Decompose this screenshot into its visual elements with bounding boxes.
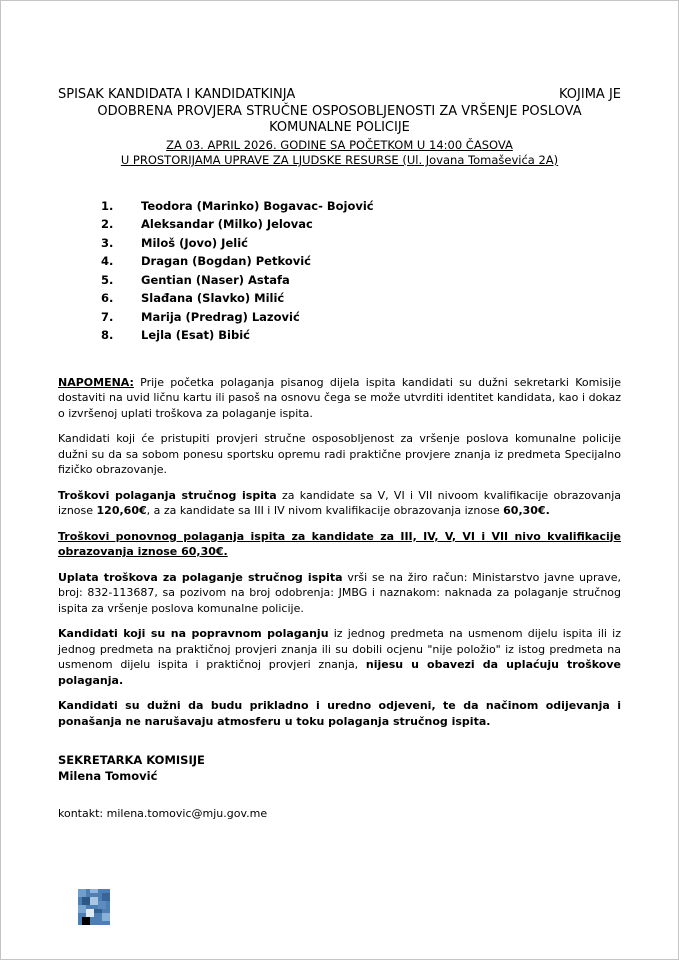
emblem-logo-icon — [77, 889, 111, 925]
title-line-1-left: SPISAK KANDIDATA I KANDIDATKINJA — [58, 87, 296, 102]
candidate-name: Marija (Predrag) Lazović — [141, 309, 300, 324]
contact-line: kontakt: milena.tomovic@mju.gov.me — [58, 807, 268, 820]
candidate-name: Dragan (Bogdan) Petković — [141, 254, 311, 268]
costs-intro: Troškovi polaganja stručnog ispita — [58, 488, 277, 502]
candidate-number: 4. — [101, 254, 114, 268]
emblem-logo-pixels — [77, 889, 111, 925]
candidate-name: Lejla (Esat) Bibić — [141, 328, 250, 342]
schedule-location-line: U PROSTORIJAMA UPRAVE ZA LJUDSKE RESURSE (Ul. Jovana Tomaševića 2A) — [120, 153, 559, 167]
document-title — [58, 87, 621, 137]
candidate-number: 8. — [101, 328, 114, 342]
paragraph-napomena — [58, 375, 621, 422]
candidate-number: 2. — [101, 217, 114, 231]
retake-intro: Kandidati koji su na popravnom polaganju — [58, 627, 329, 640]
candidate-number: 1. — [101, 198, 114, 213]
costs-amount-2: 60,30€. — [503, 504, 550, 517]
title-line-2: ODOBRENA PROVJERA STRUČNE OSPOSOBLJENOSTI ZA VRŠENJE POSLOVA — [97, 103, 582, 119]
paragraph-payment-info — [58, 570, 621, 617]
paragraph-exam-costs — [58, 488, 621, 519]
signature-name: Milena Tomović — [58, 768, 158, 783]
napomena-text: Prije početka polaganja pisanog dijela ispita kandidati su dužni sekretarki Komisije dostaviti na uvid ličnu kartu ili pasoš na osnovu čega se može utvrditi identitet kandidata, kao i dokaz o izvršenoj uplati troškova za polaganje ispita. — [58, 375, 621, 420]
candidate-number: 6. — [101, 291, 114, 305]
payment-intro: Uplata troškova za polaganje stručnog ispita — [58, 570, 343, 584]
candidate-number: 7. — [101, 309, 114, 324]
costs-text-1: za kandidate sa V, VI i VII nivoom kvalifikacije obrazovanja iznose — [58, 488, 622, 517]
candidate-row — [101, 252, 621, 271]
candidate-row — [101, 234, 621, 253]
document-body — [58, 375, 621, 730]
candidate-row — [101, 308, 621, 327]
candidate-row — [101, 326, 621, 345]
candidate-row — [101, 271, 621, 290]
candidate-row — [101, 197, 621, 216]
napomena-label: NAPOMENA: — [58, 375, 134, 389]
paragraph-repeat-costs: Troškovi ponovnog polaganja ispita za kandidate za III, IV, V, VI i VII nivo kvalifikacije obrazovanja iznose 60,30€. — [58, 529, 621, 558]
candidate-number: 3. — [101, 235, 114, 250]
signature-role: SEKRETARKA KOMISIJE — [58, 753, 205, 767]
candidate-name: Miloš (Jovo) Jelić — [141, 235, 248, 250]
candidate-name: Teodora (Marinko) Bogavac- Bojović — [141, 198, 374, 213]
exam-schedule — [58, 138, 621, 169]
paragraph-dress-code: Kandidati su dužni da budu prikladno i uredno odjeveni, te da načinom odijevanja i ponašanja ne narušavaju atmosferu u toku polaganja stručnog ispita. — [58, 699, 621, 728]
title-line-1 — [58, 87, 621, 104]
candidate-number: 5. — [101, 272, 114, 287]
title-line-3: KOMUNALNE POLICIJE — [269, 120, 410, 135]
title-line-1-right: KOJIMA JE — [558, 87, 621, 102]
payment-text: vrši se na žiro račun: Ministarstvo javne uprave, broj: 832-113687, sa pozivom na broj odobrenja: JMBG i naznakom: naknada za polaganje stručnog ispita za vršenje poslova komunalne policije. — [58, 570, 621, 615]
candidate-name: Gentian (Naser) Astafa — [141, 272, 290, 287]
costs-amount-1: 120,60€ — [96, 504, 147, 517]
schedule-date-line: ZA 03. APRIL 2026. GODINE SA POČETKOM U 14:00 ČASOVA — [166, 137, 513, 152]
candidate-name: Aleksandar (Milko) Jelovac — [141, 217, 313, 231]
retake-bold-end: nijesu u obavezi da uplaćuju troškove polaganja. — [58, 658, 621, 687]
paragraph-sports-equipment: Kandidati koji će pristupiti provjeri stručne osposobljenost za vršenje poslova komunalne policije dužni su da sa sobom ponesu sportsku opremu radi praktične provjere znanja iz predmeta Specijalno fizičko obrazovanje. — [58, 432, 621, 476]
candidate-name: Slađana (Slavko) Milić — [141, 291, 285, 305]
paragraph-retake-info — [58, 626, 621, 688]
candidate-row — [101, 289, 621, 308]
costs-text-2: , a za kandidate sa III i IV nivom kvalifikacije obrazovanja iznose — [146, 504, 504, 517]
candidate-row — [101, 215, 621, 234]
retake-text: iz jednog predmeta na usmenom dijelu ispita ili iz jednog predmeta na praktičnoj provjeri znanja ili su dobili ocjenu "nije položio" iz istog predmeta na usmenom dijelu ispita i praktičnoj provjeri znanja, — [58, 627, 621, 671]
signature-block — [58, 753, 621, 822]
candidate-list — [58, 197, 621, 345]
